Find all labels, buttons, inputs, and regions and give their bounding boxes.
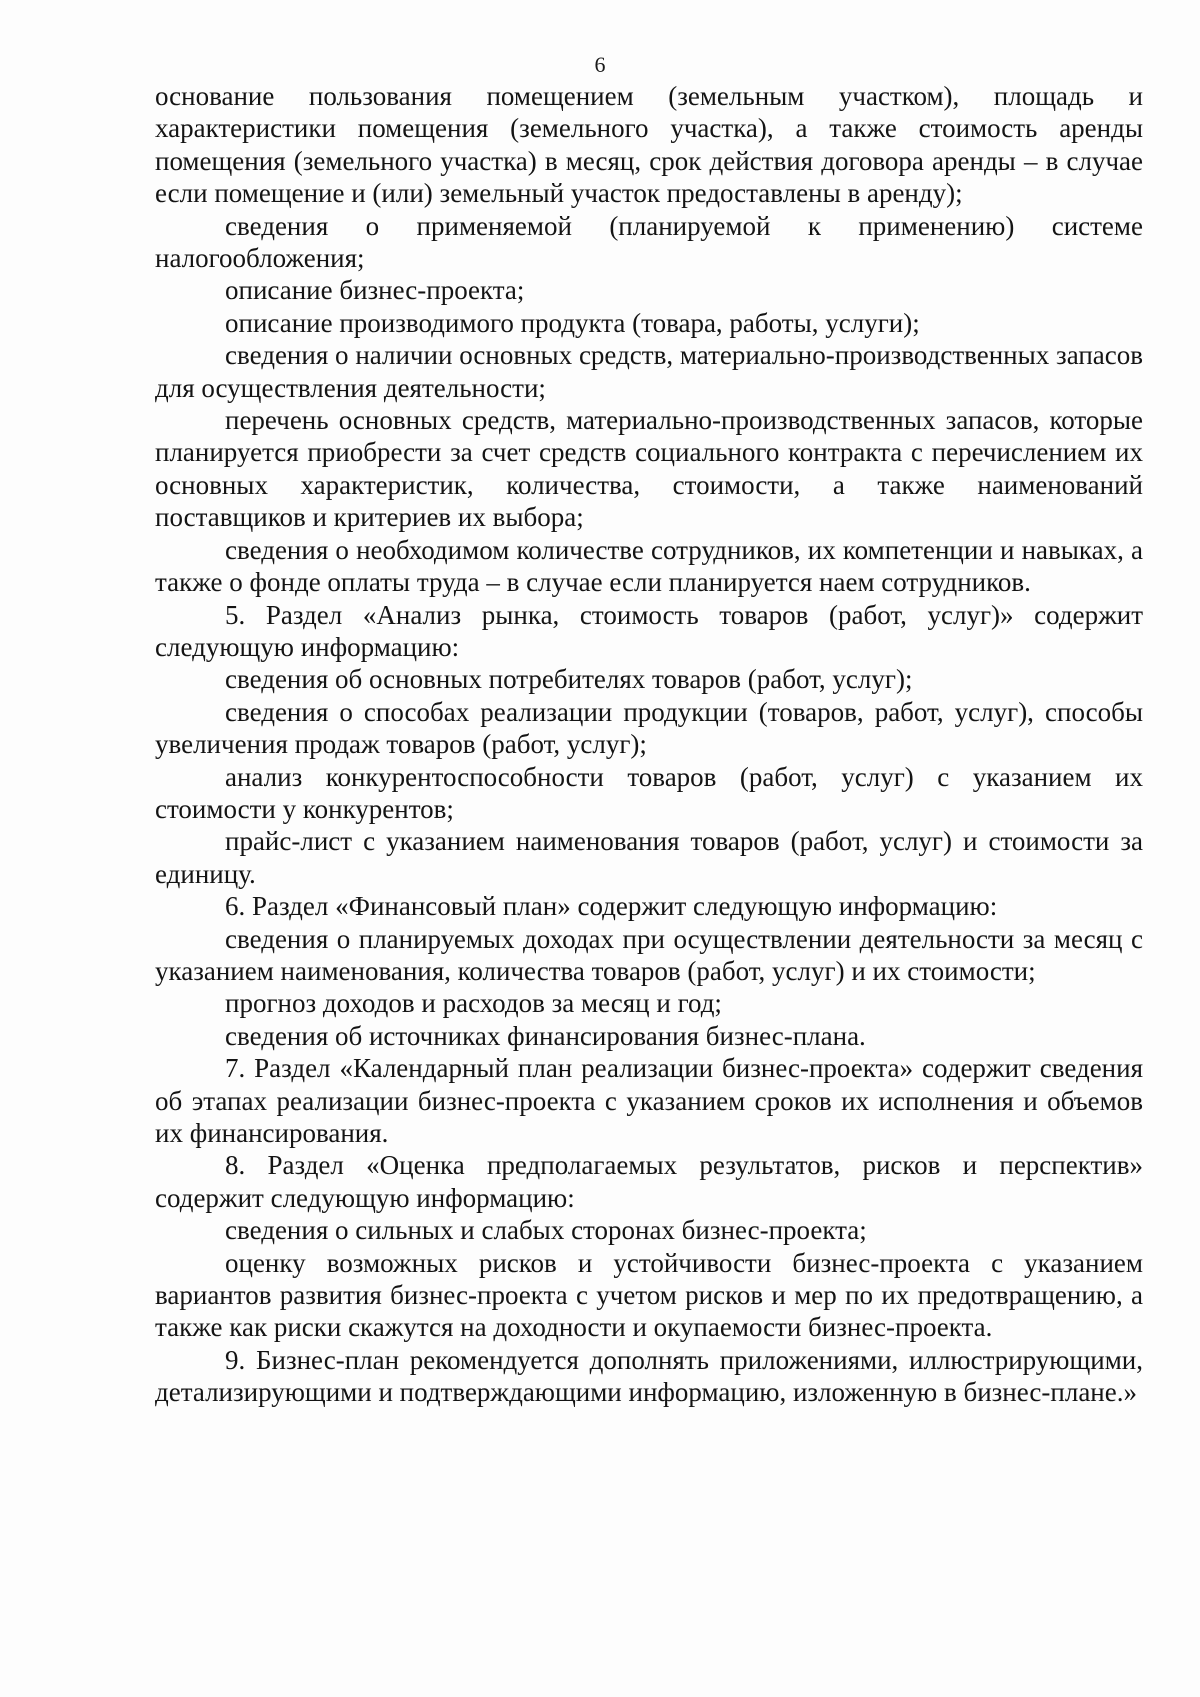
- paragraph: основание пользования помещением (земельным участком), площадь и характеристики помещения (земельного участка), а также стоимость аренды помещения (земельного участка) в месяц, срок действия договора аренды – в случае если помещение и (или) земельный участок предоставлены в аренду);: [155, 81, 1143, 209]
- document-body: [155, 80, 1143, 1409]
- paragraph: оценку возможных рисков и устойчивости бизнес-проекта с указанием вариантов развития бизнес-проекта с учетом рисков и мер по их предотвращению, а также как риски скажутся на доходности и окупаемости бизнес-проекта.: [155, 1247, 1143, 1343]
- paragraph: описание производимого продукта (товара, работы, услуги);: [225, 307, 920, 338]
- paragraph: анализ конкурентоспособности товаров (работ, услуг) с указанием их стоимости у конкурентов;: [155, 761, 1143, 824]
- paragraph: сведения о необходимом количестве сотрудников, их компетенции и навыках, а также о фонде оплаты труда – в случае если планируется наем сотрудников.: [155, 534, 1143, 598]
- paragraph: прайс-лист с указанием наименования товаров (работ, услуг) и стоимости за единицу.: [155, 826, 1143, 889]
- paragraph: сведения о применяемой (планируемой к применению) системе налогообложения;: [155, 210, 1143, 274]
- paragraph: сведения об источниках финансирования бизнес-плана.: [225, 1020, 866, 1051]
- paragraph: прогноз доходов и расходов за месяц и год;: [225, 988, 722, 1019]
- paragraph: сведения о способах реализации продукции (товаров, работ, услуг), способы увеличения продаж товаров (работ, услуг);: [155, 696, 1143, 760]
- section-heading-paragraph: 8. Раздел «Оценка предполагаемых результатов, рисков и перспектив» содержит следующую информацию:: [155, 1150, 1143, 1213]
- paragraph: сведения о планируемых доходах при осуществлении деятельности за месяц с указанием наименования, количества товаров (работ, услуг) и их стоимости;: [155, 923, 1143, 986]
- page-number: 6: [594, 52, 606, 77]
- paragraph: сведения об основных потребителях товаров (работ, услуг);: [225, 664, 913, 695]
- paragraph: перечень основных средств, материально-производственных запасов, которые планируется приобрести за счет средств социального контракта с перечислением их основных характеристик, количества, стоимости, а также наименований поставщиков и критериев их выбора;: [155, 405, 1143, 533]
- paragraph: описание бизнес-проекта;: [225, 275, 525, 306]
- paragraph: сведения о сильных и слабых сторонах бизнес-проекта;: [225, 1215, 867, 1246]
- paragraph: сведения о наличии основных средств, материально-производственных запасов для осуществления деятельности;: [155, 340, 1143, 403]
- section-heading-paragraph: 6. Раздел «Финансовый план» содержит следующую информацию:: [225, 891, 998, 922]
- section-heading-paragraph: 7. Раздел «Календарный план реализации бизнес-проекта» содержит сведения об этапах реализации бизнес-проекта с указанием сроков их исполнения и объемов их финансирования.: [155, 1053, 1143, 1148]
- section-heading-paragraph: 5. Раздел «Анализ рынка, стоимость товаров (работ, услуг)» содержит следующую информацию:: [155, 599, 1143, 662]
- section-heading-paragraph: 9. Бизнес-план рекомендуется дополнять приложениями, иллюстрирующими, детализирующими и подтверждающими информацию, изложенную в бизнес-плане.»: [155, 1344, 1143, 1408]
